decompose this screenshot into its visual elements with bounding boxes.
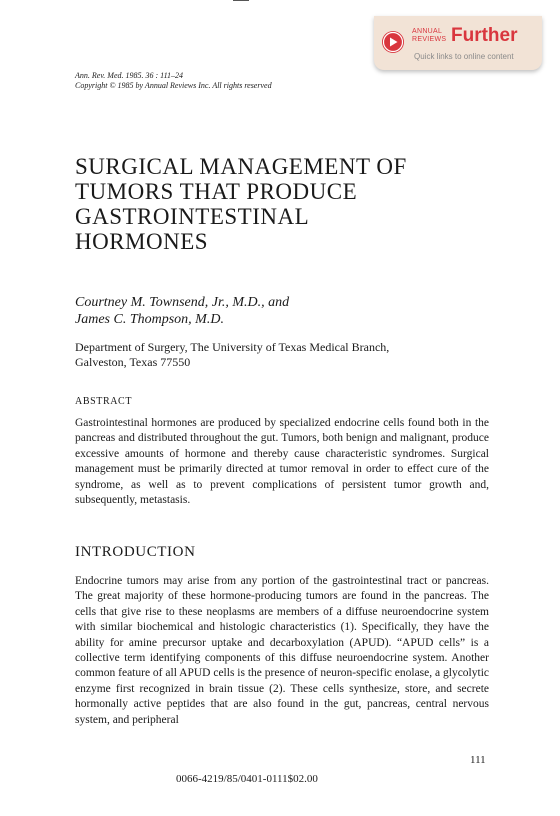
abstract-text: Gastrointestinal hormones are produced by specialized endocrine cells found both in the pancreas and distributed throughout the gut. Tumors, both benign and malignant, produce excessive amounts of hormone and thereby cause characteristic syndromes. Surgical management must be primarily directed at tumor removal in order to effect cure of the syndrome, as well as to prevent complications of persistent tumor growth and, subsequently, metastasis.: [75, 417, 489, 507]
citation: [75, 71, 335, 91]
top-rule: [233, 0, 249, 1]
citation-journal: Ann. Rev. Med. 1985. 36 : 111–24: [75, 71, 183, 80]
banner-reviews: REVIEWS: [412, 36, 447, 43]
title-line: HORMONES: [75, 229, 209, 254]
further-banner[interactable]: [374, 16, 542, 70]
affiliation-line: Galveston, Texas 77550: [75, 355, 191, 369]
citation-copyright: Copyright © 1985 by Annual Reviews Inc. All rights reserved: [75, 81, 272, 90]
banner-further[interactable]: Further: [451, 25, 518, 46]
title-line: TUMORS THAT PRODUCE: [75, 179, 358, 204]
title-line: GASTROINTESTINAL: [75, 204, 310, 229]
title-line: SURGICAL MANAGEMENT OF: [75, 154, 407, 179]
article-title: [75, 154, 495, 254]
article-code: 0066-4219/85/0401-0111$02.00: [176, 773, 318, 785]
banner-annual: ANNUAL: [412, 28, 443, 35]
banner-publisher: [412, 28, 446, 44]
author-line: Courtney M. Townsend, Jr., M.D., and: [75, 295, 290, 310]
affiliation: [75, 340, 475, 370]
banner-quick-links[interactable]: Quick links to online content: [414, 52, 514, 61]
authors: [75, 294, 289, 328]
introduction-text: Endocrine tumors may arise from any portion of the gastrointestinal tract or pancreas. The great majority of these hormone-producing tumors are found in the pancreas. The cells that give rise to these neoplasms are members of a diffuse neuroendocrine system with similar biochemical and histologic characteristics (1). Specifically, they have the ability for amine precursor uptake and decarboxylation (APUD). “APUD cells” is a collective term identifying components of this diffuse neuroendocrine system. Another common feature of all APUD cells is the presence of neuron-specific enolase, a glycolytic enzyme first recognized in brain tissue (2). These cells synthesize, store, and secrete hormonally active peptides that are also found in the gut, pancreas, central nervous system, and peripheral: [75, 575, 489, 726]
annual-reviews-logo-icon: [382, 31, 404, 53]
affiliation-line: Department of Surgery, The University of Texas Medical Branch,: [75, 340, 390, 354]
introduction-heading: INTRODUCTION: [75, 544, 196, 560]
abstract-heading: ABSTRACT: [75, 396, 133, 407]
page-number: 111: [470, 754, 486, 766]
author-line: James C. Thompson, M.D.: [75, 312, 224, 327]
